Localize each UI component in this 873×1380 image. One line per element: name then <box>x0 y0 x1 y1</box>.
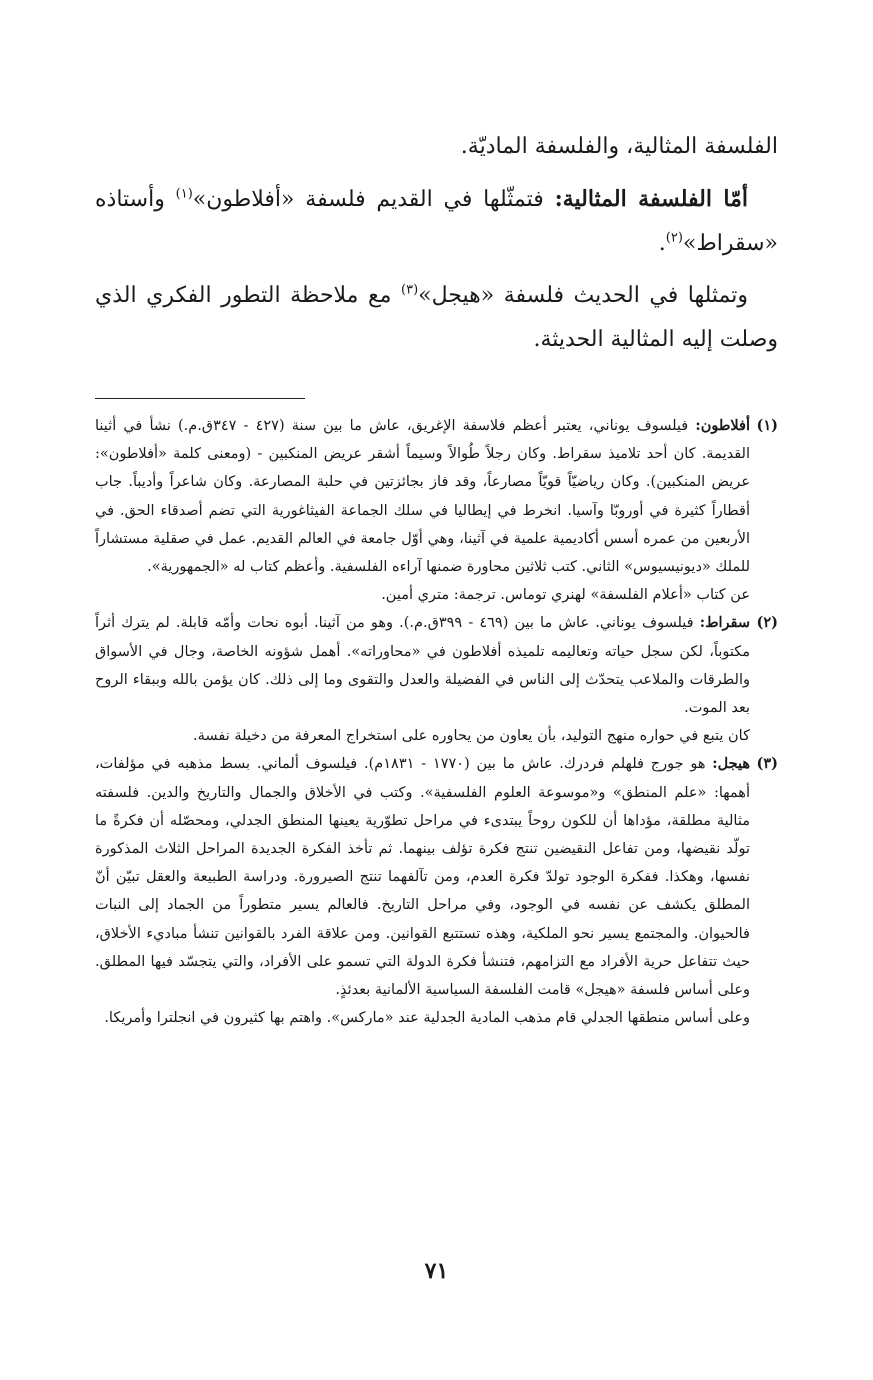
footnote-text: هو جورج فلهلم فردرك. عاش ما بين (١٧٧٠ - ١٨٣١م). فيلسوف ألماني. بسط مذهبه في مؤلفات، أهمها: «علم المنطق» و«موسوعة العلوم الفلسفية». وكتب في الأخلاق والجمال والتاريخ والدين. فلسفته مثالية مطلقة، مؤداها أن للكون روحاً يبتدىء في مراحل تطوّرية يعينها المنطق الجدلي، ومحصّله أن فكرةً ما تولّد نقيضها، ومن تفاعل النقيضين تنتج فكرة تؤلف بينهما. ثم تأخذ الفكرة الجديدة المراحل الثلاث المذكورة نفسها، وهكذا. ففكرة الوجود تولدّ فكرة العدم، ومن تآلفهما تنتج الصيرورة. ودراسة الطبيعة والعقل تبيّن أنّ المطلق يكشف عن نفسه في الوجود، وفي مراحل التاريخ. فالعالم يسير متطوراً من الجماد إلى النبات فالحيوان. والمجتمع يسير نحو الملكية، وهذه تستتبع القوانين. ومن علاقة الفرد بالقوانين تنشأ مباديء الأخلاق، حيث تتفاعل حرية الأفراد مع التزامهم، فتنشأ فكرة الدولة التي تسمو على الأفراد، والتي يتجسّد فيها المطلق. وعلى أساس فلسفة «هيجل» قامت الفلسفة السياسية الألمانية بعدئذٍ. <box>95 756 750 999</box>
footnote-2 <box>95 609 778 722</box>
paragraph-2-end: . <box>658 231 666 256</box>
paragraph-2-lead: أمّا الفلسفة المثالية: <box>554 186 748 212</box>
book-page <box>95 0 778 1380</box>
footnote-heading: هيجل: <box>712 755 750 773</box>
footnote-number: (٣) <box>756 755 778 773</box>
footnote-ref-1[interactable]: (١) <box>175 186 193 202</box>
footnote-number: (١) <box>756 417 778 434</box>
main-text <box>95 125 778 370</box>
paragraph-3 <box>95 274 778 362</box>
paragraph-2-text-b: وأستاذه «سقراط» <box>95 187 778 256</box>
footnote-1 <box>95 412 778 581</box>
paragraph-3-text-b: مع ملاحظة التطور الفكري الذي وصلت إليه المثالية الحديثة. <box>95 283 778 352</box>
paragraph-2-text-a: فتمثّلها في القديم فلسفة «أفلاطون» <box>192 187 555 212</box>
footnote-ref-2[interactable]: (٢) <box>665 230 683 246</box>
footnote-ref-3[interactable]: (٣) <box>401 282 419 298</box>
footnotes <box>95 412 778 1032</box>
footnote-text: فيلسوف يوناني، يعتبر أعظم فلاسفة الإغريق، عاش ما بين سنة (٤٢٧ - ٣٤٧ق.م.) نشأ في أثينا القديمة. كان أحد تلاميذ سقراط. وكان رجلاً طُوالاً وسيماً أشقر عريض المنكبين - (ومعنى كلمة «أفلاطون»: عريض المنكبين). وكان رياضيّاً قويّاً مصارعاً، وقد فاز بجائزتين في حلبة المصارعة. وكان شاعراً وأديباً. جاب أقطاراً كثيرة في أوروبّا وآسيا. انخرط في إيطاليا في سلك الجماعة الفيثاغورية التي تضم أصدقاء الحق. في الأربعين من عمره أسس أكاديمية علمية في آثينا، وهي أوّل جامعة في العالم القديم. عمل في صقلية مستشاراً للملك «ديونيسيوس» الثاني. كتب ثلاثين محاورة ضمنها آراءه الفلسفية. وأعظم كتاب له «الجمهورية». <box>95 418 750 576</box>
footnote-3-note: وعلى أساس منطقها الجدلي قام مذهب المادية الجدلية عند «ماركس». واهتم بها كثيرون في انجلترا وأمريكا. <box>104 1010 750 1027</box>
footnote-heading: سقراط: <box>699 614 750 632</box>
footnote-3 <box>95 750 778 1004</box>
footnote-1-source: عن كتاب «أعلام الفلسفة» لهنري توماس. ترجمة: متري أمين. <box>381 587 750 604</box>
footnote-2-note: كان يتبع في حواره منهج التوليد، بأن يعاون من يحاوره على استخراج المعرفة من دخيلة نفسة. <box>193 728 750 745</box>
footnote-heading: أفلاطون: <box>695 417 750 434</box>
paragraph-1 <box>95 125 778 169</box>
paragraph-3-text-a: وتمثلها في الحديث فلسفة «هيجل» <box>418 283 748 308</box>
page-number: ٧١ <box>424 1258 449 1284</box>
footnote-text: فيلسوف يوناني. عاش ما بين (٤٦٩ - ٣٩٩ق.م.). وهو من آثينا. أبوه نحات وأمّه قابلة. لم يترك أثراً مكتوباً، لكن سجل حياته وتعاليمه تلميذه أفلاطون في «محاوراته». أهمل شؤونه الخاصة، وجال في الأسواق والطرقات والملاعب يتحدّث إلى الناس في الفضيلة والعدل والتقوى وما إلى ذلك. كان يؤمن بالله وببقاء الروح بعد الموت. <box>95 615 750 717</box>
footnote-divider <box>95 398 305 399</box>
paragraph-1-text: الفلسفة المثالية، والفلسفة الماديّة. <box>460 134 778 159</box>
paragraph-2 <box>95 177 778 266</box>
footnote-number: (٢) <box>756 614 778 632</box>
